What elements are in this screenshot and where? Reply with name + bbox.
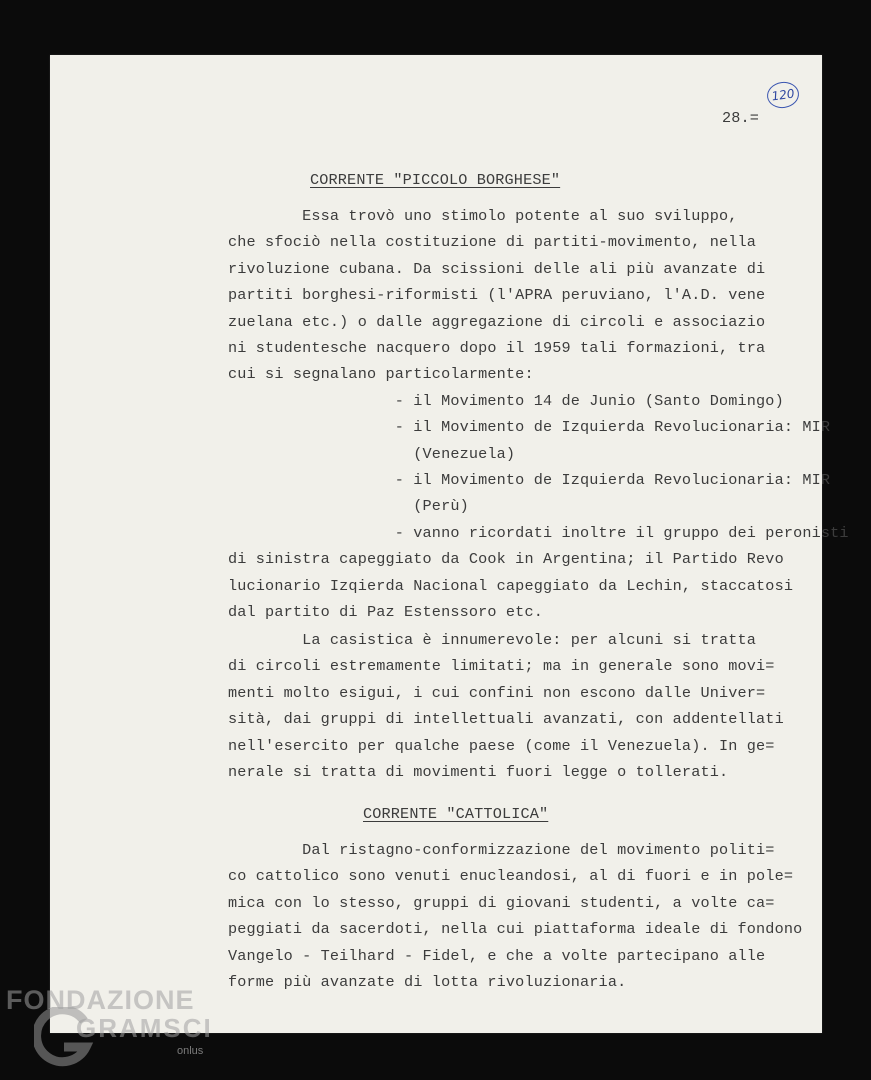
document-page	[50, 55, 849, 1033]
page-number: 28.=	[722, 109, 760, 127]
logo-sub: onlus	[177, 1045, 204, 1057]
fondazione-gramsci-watermark	[6, 985, 226, 1075]
paragraph-piccolo-borghese: Essa trovò uno stimolo potente al suo sviluppo, che sfociò nella costituzione di partiti-movimento, nella rivoluzione cubana. Da scissioni delle ali più avanzate di partiti borghesi-riformisti (l'APRA peruviano, l'A.D. vene zuelana etc.) o dalle aggregazione di circoli e associazio ni studentesche nacquero dopo il 1959 tali formazioni, tra cui si segnalano particolarmente: - il Movimento 14 de Junio (Santo Domingo) - il Movimento de Izquierda Revolucionaria: MIR (Venezuela) - il Movimento de Izquierda Revolucionaria: MIR (Perù) - vanno ricordati inoltre il gruppo dei peronisti di sinistra capeggiato da Cook in Argentina; il Partido Revo lucionario Izqierda Nacional capeggiato da Lechin, staccatosi dal partito di Paz Estenssoro etc.	[228, 207, 849, 622]
section-heading-cattolica: CORRENTE "CATTOLICA"	[363, 805, 549, 823]
logo-line2: GRAMSCI	[76, 1013, 213, 1043]
archive-stamp: 120	[765, 80, 800, 110]
section-heading-piccolo-borghese: CORRENTE "PICCOLO BORGHESE"	[310, 171, 561, 189]
paragraph-cattolica: Dal ristagno-conformizzazione del movimento politi= co cattolico sono venuti enucleandosi, al di fuori e in pole= mica con lo stesso, gruppi di giovani studenti, a volte ca= peggiati da sacerdoti, nella cui piattaforma ideale di fondono Vangelo - Teilhard - Fidel, e che a volte partecipano alle forme più avanzate di lotta rivoluzionaria.	[228, 841, 803, 992]
logo-line1: FONDAZIONE	[6, 985, 195, 1015]
paragraph-casistica: La casistica è innumerevole: per alcuni si tratta di circoli estremamente limitati; ma in generale sono movi= menti molto esigui, i cui confini non escono dalle Univer= sità, dai gruppi di intellettuali avanzati, con addentellati nell'esercito per qualche paese (come il Venezuela). In ge= nerale si tratta di movimenti fuori legge o tollerati.	[228, 631, 784, 782]
